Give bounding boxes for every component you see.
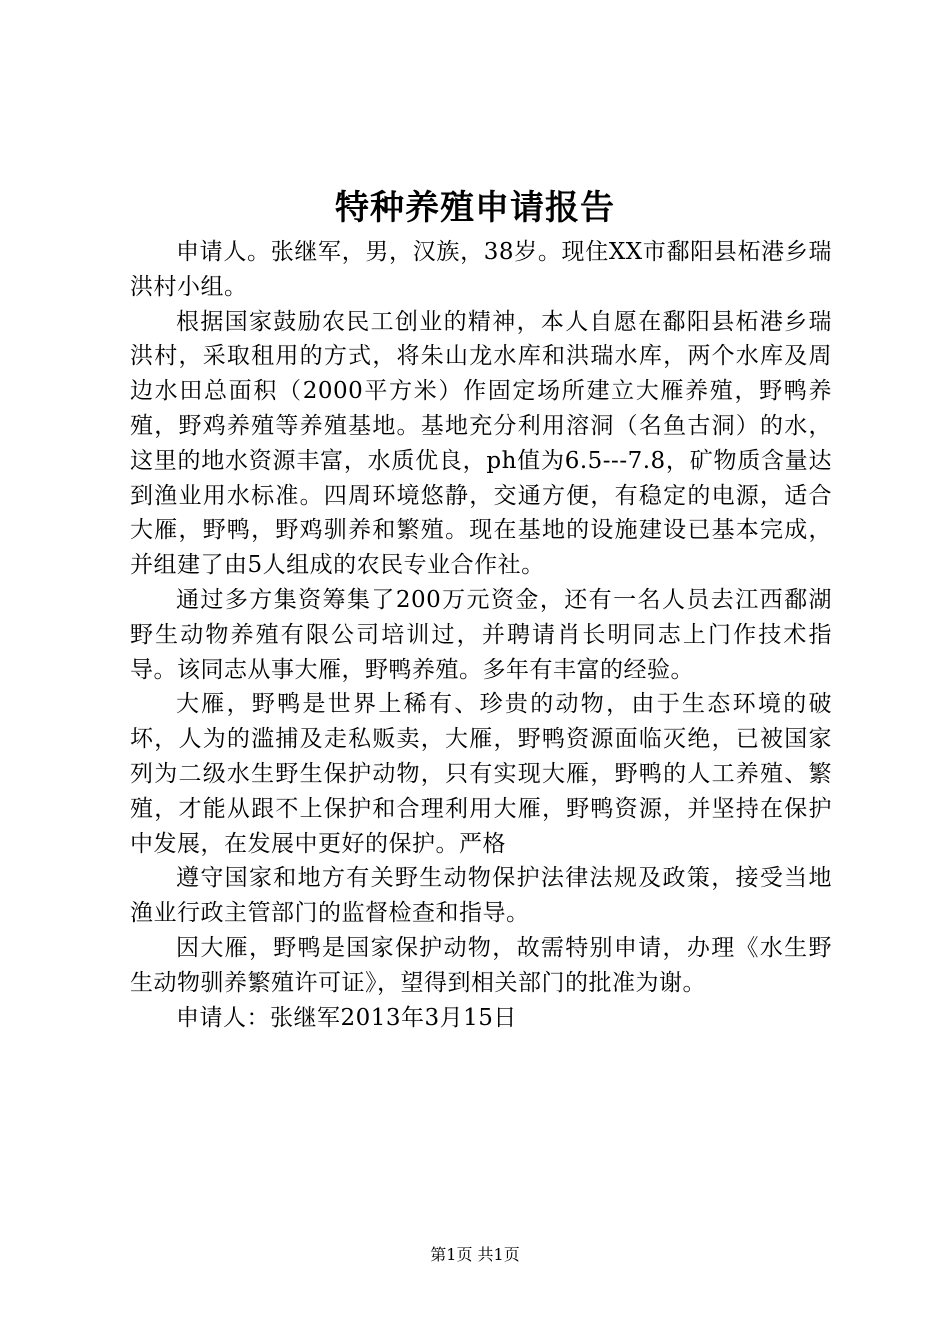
paragraph-funding: 通过多方集资筹集了200万元资金，还有一名人员去江西鄱湖野生动物养殖有限公司培训过，并聘请肖长明同志上门作技术指导。该同志从事大雁，野鸭养殖。多年有丰富的经验。 — [130, 586, 832, 683]
paragraph-compliance: 遵守国家和地方有关野生动物保护法律法规及政策，接受当地渔业行政主管部门的监督检查和指导。 — [130, 865, 832, 927]
document-title: 特种养殖申请报告 — [335, 188, 615, 228]
paragraph-request: 因大雁，野鸭是国家保护动物，故需特别申请，办理《水生野生动物驯养繁殖许可证》，望得到相关部门的批准为谢。 — [130, 934, 832, 996]
paragraph-applicant-info: 申请人。张继军，男，汉族，38岁。现住XX市鄱阳县柘港乡瑞洪村小组。 — [130, 239, 832, 300]
page-number-footer: 第1页 共1页 — [430, 1245, 520, 1264]
paragraph-protection: 大雁，野鸭是世界上稀有、珍贵的动物，由于生态环境的破坏，人为的滥捕及走私贩卖，大雁，野鸭资源面临灭绝，已被国家列为二级水生野生保护动物，只有实现大雁，野鸭的人工养殖、繁殖，才能从跟不上保护和合理利用大雁，野鸭资源，并坚持在保护中发展，在发展中更好的保护。严格 — [130, 691, 832, 857]
paragraph-base-description: 根据国家鼓励农民工创业的精神，本人自愿在鄱阳县柘港乡瑞洪村，采取租用的方式，将朱山龙水库和洪瑞水库，两个水库及周边水田总面积（2000平方米）作固定场所建立大雁养殖，野鸭养殖，野鸡养殖等养殖基地。基地充分利用溶洞（名鱼古洞）的水，这里的地水资源丰富，水质优良，ph值为6.5---7.8，矿物质含量达到渔业用水标准。四周环境悠静，交通方便，有稳定的电源，适合大雁，野鸭，野鸡驯养和繁殖。现在基地的设施建设已基本完成，并组建了由5人组成的农民专业合作社。 — [130, 308, 832, 579]
document-body — [130, 235, 832, 1035]
paragraph-signature: 申请人：张继军2013年3月15日 — [176, 1004, 517, 1031]
